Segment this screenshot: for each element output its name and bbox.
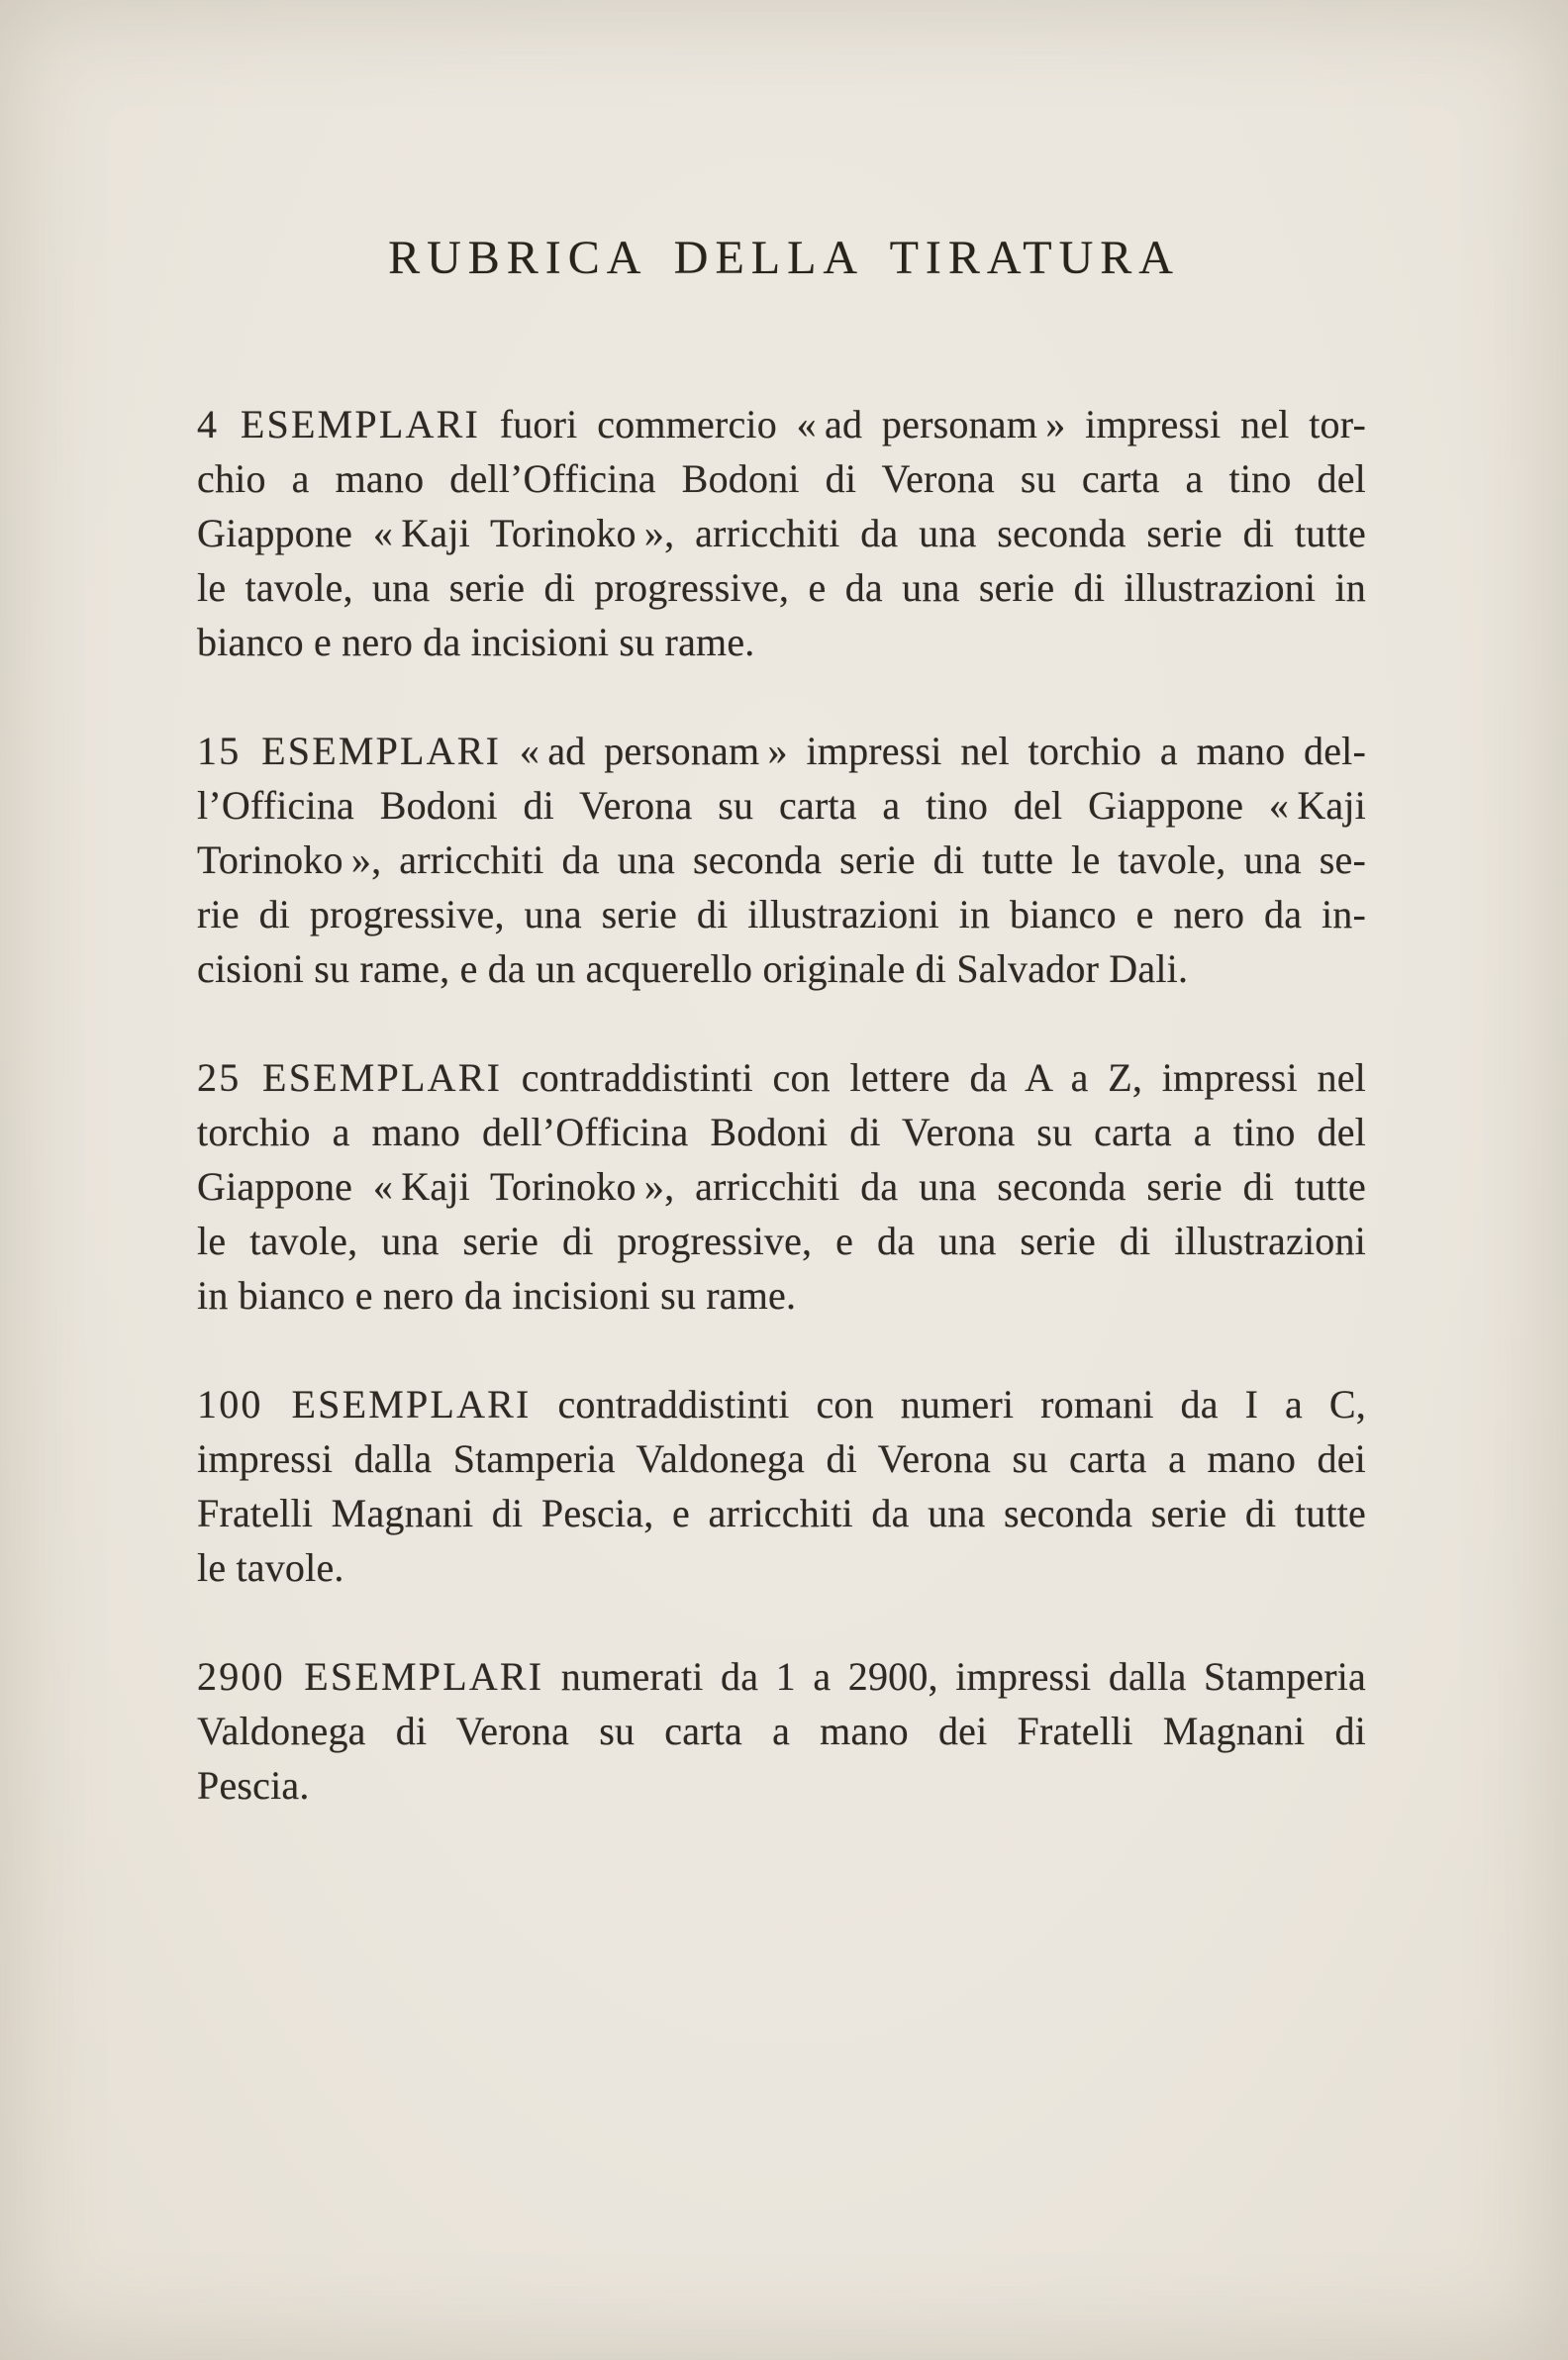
text-line: le tavole. (197, 1545, 344, 1590)
text-line: Giappone « Kaji Torinoko », arricchiti da una seconda serie di tutte (197, 511, 1366, 555)
paragraph (197, 1649, 1366, 1813)
text-line: in bianco e nero da incisioni su rame. (197, 1273, 797, 1318)
paragraph (197, 1050, 1366, 1323)
paragraph (197, 724, 1366, 996)
text-line: 4 ESEMPLARI fuori commercio « ad personam » impressi nel tor- (197, 402, 1366, 446)
text-line: Torinoko », arricchiti da una seconda serie di tutte le tavole, una se- (197, 837, 1366, 882)
paragraph-lead: 15 ESEMPLARI (197, 729, 502, 773)
paragraph-lead: 2900 ESEMPLARI (197, 1654, 544, 1699)
page-title: RUBRICA DELLA TIRATURA (388, 232, 1180, 284)
text-line: 25 ESEMPLARI contraddistinti con lettere da A a Z, impressi nel (197, 1055, 1366, 1100)
text-line: rie di progressive, una serie di illustrazioni in bianco e nero da in- (197, 892, 1366, 936)
text-line: 100 ESEMPLARI contraddistinti con numeri romani da I a C, (197, 1382, 1366, 1426)
text-line: l’Officina Bodoni di Verona su carta a tino del Giappone « Kaji (197, 783, 1366, 828)
text-line: Valdonega di Verona su carta a mano dei Fratelli Magnani di (197, 1709, 1366, 1753)
paragraph-lead: 4 ESEMPLARI (197, 402, 480, 446)
paragraph-lead: 25 ESEMPLARI (197, 1055, 503, 1100)
paragraphs (197, 397, 1366, 1813)
text-line: Fratelli Magnani di Pescia, e arricchiti da una seconda serie di tutte (197, 1491, 1366, 1535)
text-line: 2900 ESEMPLARI numerati da 1 a 2900, impressi dalla Stamperia (197, 1654, 1367, 1699)
text-line: impressi dalla Stamperia Valdonega di Verona su carta a mano dei (197, 1436, 1366, 1481)
text-line: cisioni su rame, e da un acquerello originale di Salvador Dali. (197, 946, 1189, 991)
paragraph (197, 1377, 1366, 1595)
text-line: le tavole, una serie di progressive, e da una serie di illustrazioni in (197, 565, 1366, 610)
text-line: le tavole, una serie di progressive, e da una serie di illustrazioni (197, 1219, 1366, 1263)
text-line: Pescia. (197, 1763, 310, 1808)
text-line: Giappone « Kaji Torinoko », arricchiti da una seconda serie di tutte (197, 1164, 1366, 1209)
text-line: torchio a mano dell’Officina Bodoni di Verona su carta a tino del (197, 1110, 1366, 1154)
text-line: chio a mano dell’Officina Bodoni di Verona su carta a tino del (197, 456, 1366, 501)
paragraph (197, 397, 1366, 669)
paragraph-lead: 100 ESEMPLARI (197, 1382, 532, 1426)
text-line: 15 ESEMPLARI « ad personam » impressi nel torchio a mano del- (197, 729, 1366, 773)
text-line: bianco e nero da incisioni su rame. (197, 620, 755, 664)
